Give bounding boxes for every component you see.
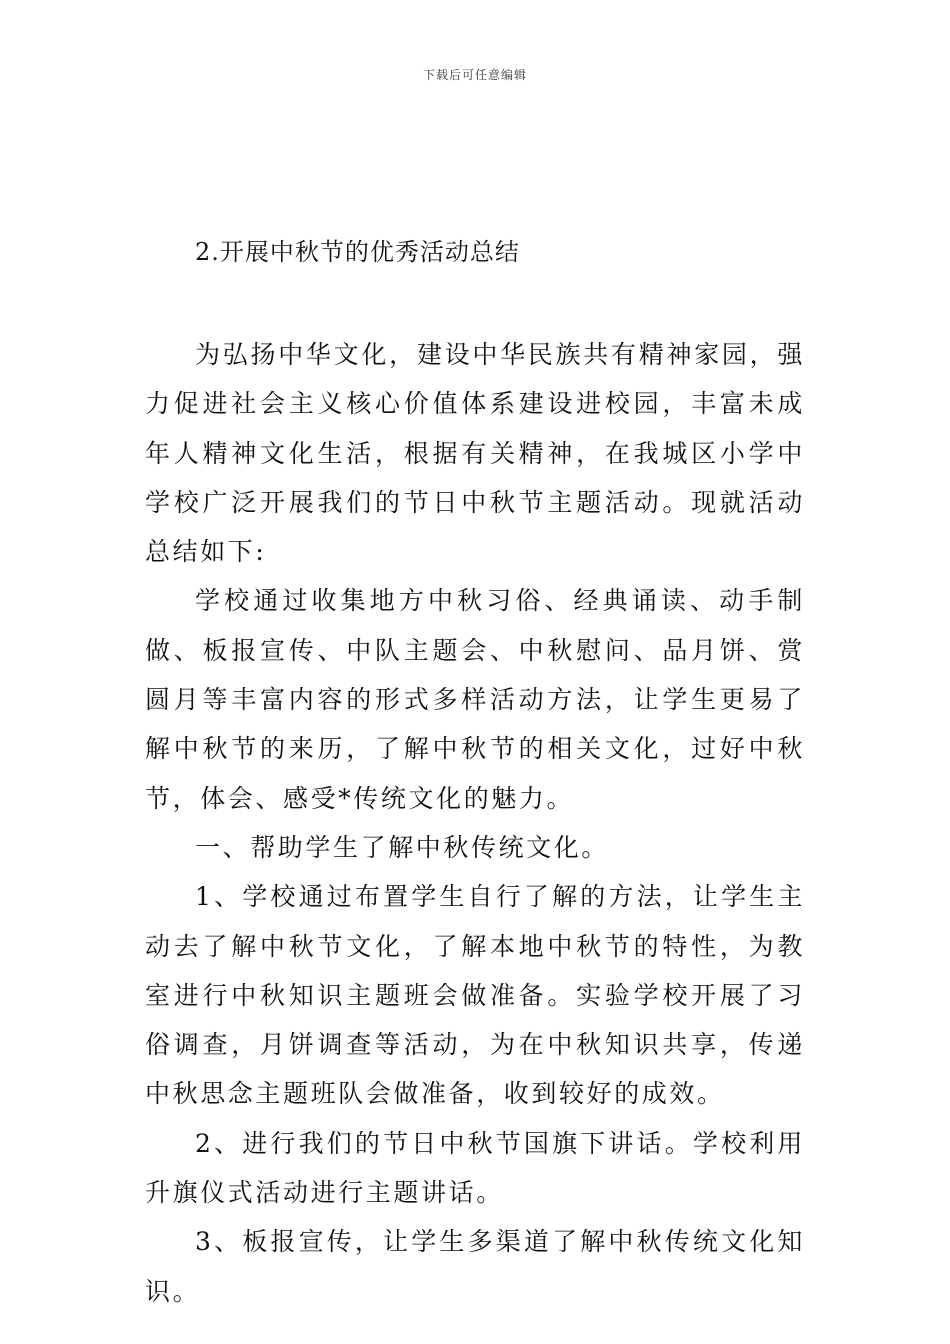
- document-body: [145, 330, 805, 1316]
- header-note: 下载后可任意编辑: [422, 68, 527, 82]
- paragraph-item-2: 2、进行我们的节日中秋节国旗下讲话。学校利用升旗仪式活动进行主题讲话。: [145, 1128, 805, 1208]
- document-title: 2.开展中秋节的优秀活动总结: [195, 238, 520, 266]
- section-heading-1: 一、帮助学生了解中秋传统文化。: [195, 832, 610, 862]
- paragraph-item-3: 3、板报宣传，让学生多渠道了解中秋传统文化知识。: [145, 1227, 805, 1306]
- paragraph-activities: 学校通过收集地方中秋习俗、经典诵读、动手制做、板报宣传、中队主题会、中秋慰问、品月饼、赏圆月等丰富内容的形式多样活动方法，让学生更易了解中秋节的来历，了解中秋节的相关文化，过好中秋节，体会、感受*传统文化的魅力。: [145, 586, 805, 813]
- paragraph-item-1: 1、学校通过布置学生自行了解的方法，让学生主动去了解中秋节文化，了解本地中秋节的特性，为教室进行中秋知识主题班会做准备。实验学校开展了习俗调查，月饼调查等活动，为在中秋知识共享，传递中秋思念主题班队会做准备，收到较好的成效。: [145, 882, 805, 1109]
- paragraph-intro: 为弘扬中华文化，建设中华民族共有精神家园，强力促进社会主义核心价值体系建设进校园，丰富未成年人精神文化生活，根据有关精神，在我城区小学中学校广泛开展我们的节日中秋节主题活动。现就活动总结如下:: [145, 340, 805, 567]
